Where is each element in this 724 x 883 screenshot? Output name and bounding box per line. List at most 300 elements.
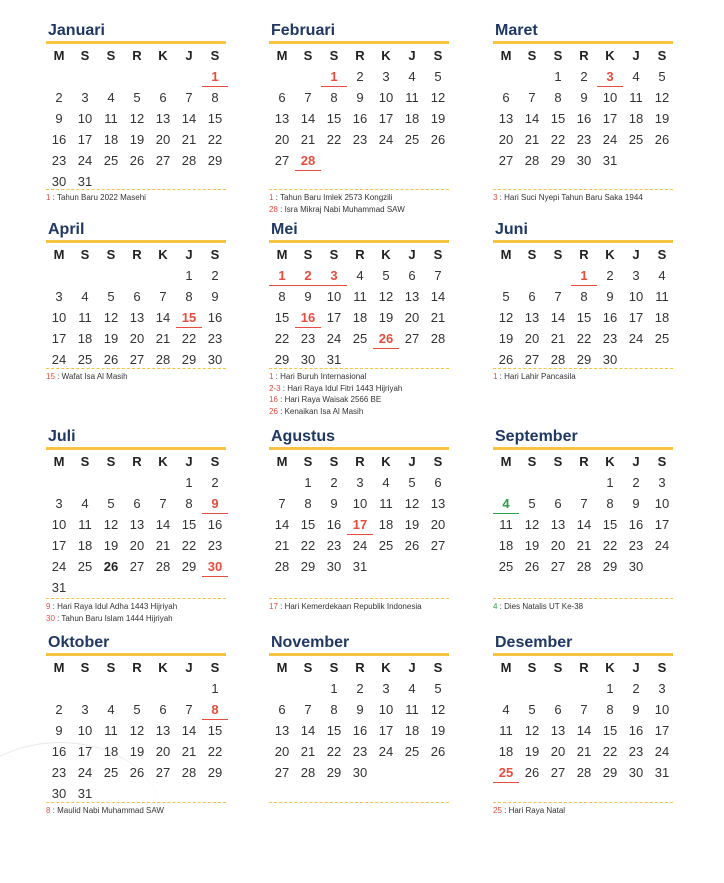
day-cell: 3 [55, 289, 63, 304]
day-cell: 22 [274, 331, 290, 346]
month-title: Januari [46, 20, 226, 44]
empty-cell [98, 577, 124, 598]
day-cell: 26 [524, 559, 540, 574]
day-cell: 23 [326, 538, 342, 553]
day-cell: 5 [107, 496, 115, 511]
day-cell: 2 [211, 475, 219, 490]
day-cell: 4 [81, 289, 89, 304]
weekday-label: S [210, 48, 220, 63]
day-cell: 1 [554, 69, 562, 84]
day-cell: 24 [602, 132, 618, 147]
weekday-label: K [605, 454, 615, 469]
weekday-label: M [500, 454, 512, 469]
weekday-label: S [80, 454, 90, 469]
holiday-note-text: : Hari Raya Waisak 2566 BE [277, 395, 382, 404]
day-cell: 13 [155, 723, 171, 738]
day-cell: 11 [499, 723, 513, 738]
weekday-label: S [80, 660, 90, 675]
weekday-label: S [106, 454, 116, 469]
holiday-note [269, 406, 449, 418]
day-cell: 12 [524, 517, 540, 532]
day-cell: 16 [602, 310, 618, 325]
day-cell: 9 [330, 496, 338, 511]
day-cell: 27 [404, 331, 420, 346]
holiday-note-text: : Maulid Nabi Muhammad SAW [50, 806, 164, 815]
day-cell: 3 [632, 268, 640, 283]
day-cell: 21 [274, 538, 290, 553]
week-row [269, 699, 449, 720]
day-cell: 7 [434, 268, 442, 283]
day-cell: 28 [274, 559, 290, 574]
day-cell: 3 [658, 681, 666, 696]
weekday-label: K [158, 660, 168, 675]
day-cell: 10 [628, 289, 644, 304]
day-cell: 13 [274, 723, 290, 738]
week-row [493, 472, 673, 493]
day-cell: 20 [430, 517, 446, 532]
day-cell: 6 [434, 475, 442, 490]
weekday-label: S [433, 454, 443, 469]
empty-cell [347, 349, 373, 370]
day-cell: 18 [352, 310, 368, 325]
day-cell: 18 [103, 744, 119, 759]
day-cell: 6 [278, 702, 286, 717]
day-cell: 25 [404, 744, 420, 759]
day-cell: 15 [207, 111, 223, 126]
holiday-notes [46, 368, 226, 383]
empty-cell [124, 678, 150, 699]
day-cell: 28 [576, 765, 592, 780]
day-cell: 11 [78, 310, 92, 325]
empty-cell [269, 66, 295, 87]
day-cell: 27 [155, 153, 171, 168]
day-cell: 20 [404, 310, 420, 325]
day-cell: 26 [129, 153, 145, 168]
weekday-label: S [527, 454, 537, 469]
day-cell: 1 [202, 66, 228, 87]
day-cell: 1 [330, 681, 338, 696]
day-cell: 29 [207, 153, 223, 168]
day-cell: 30 [602, 352, 618, 367]
week-row [493, 328, 673, 349]
week-row [46, 265, 226, 286]
day-cell: 13 [274, 111, 290, 126]
day-cell: 11 [405, 702, 419, 717]
empty-cell [347, 150, 373, 171]
day-cell: 20 [155, 132, 171, 147]
holiday-note-date: 9 [46, 602, 51, 611]
empty-cell [98, 472, 124, 493]
day-cell: 19 [129, 132, 145, 147]
day-cell: 17 [51, 331, 67, 346]
day-cell: 22 [300, 538, 316, 553]
day-cell: 13 [550, 517, 566, 532]
day-cell: 13 [129, 310, 145, 325]
holiday-note-date: 25 [493, 806, 502, 815]
weekday-header [269, 45, 449, 66]
day-cell: 8 [606, 496, 614, 511]
day-cell: 24 [51, 352, 67, 367]
weekday-label: R [355, 454, 365, 469]
holiday-note-text: : Wafat Isa Al Masih [54, 372, 128, 381]
day-cell: 12 [129, 111, 145, 126]
day-cell: 22 [576, 331, 592, 346]
day-cell: 18 [628, 111, 644, 126]
day-cell: 27 [550, 765, 566, 780]
day-cell: 6 [408, 268, 416, 283]
day-cell: 10 [77, 723, 93, 738]
week-row [269, 493, 449, 514]
week-row [493, 762, 673, 783]
weekday-label: S [329, 660, 339, 675]
day-cell: 6 [159, 702, 167, 717]
holiday-note-text: : Hari Kemerdekaan Republik Indonesia [277, 602, 422, 611]
week-row [269, 328, 449, 349]
holiday-notes [269, 368, 449, 417]
weekday-label: S [106, 48, 116, 63]
empty-cell [649, 349, 675, 370]
weekday-label: S [553, 454, 563, 469]
weekday-label: S [303, 247, 313, 262]
weekday-label: S [303, 660, 313, 675]
weekday-label: M [276, 48, 288, 63]
day-cell: 19 [498, 331, 514, 346]
day-cell: 20 [550, 538, 566, 553]
day-cell: 7 [159, 496, 167, 511]
week-row [493, 556, 673, 577]
day-cell: 5 [133, 90, 141, 105]
day-cell: 28 [300, 765, 316, 780]
month-agustus [269, 426, 449, 577]
day-cell: 25 [628, 132, 644, 147]
empty-cell [150, 66, 176, 87]
day-cell: 4 [107, 702, 115, 717]
month-title: November [269, 632, 449, 656]
weekday-label: M [500, 48, 512, 63]
day-cell: 2 [632, 681, 640, 696]
day-cell: 6 [133, 289, 141, 304]
day-cell: 15 [550, 111, 566, 126]
weekday-label: R [132, 247, 142, 262]
day-cell: 23 [300, 331, 316, 346]
day-cell: 5 [502, 289, 510, 304]
week-row [493, 720, 673, 741]
empty-cell [269, 678, 295, 699]
day-cell: 29 [207, 765, 223, 780]
weekday-label: S [329, 48, 339, 63]
weekday-label: S [553, 48, 563, 63]
weekday-label: J [632, 660, 640, 675]
day-cell: 17 [326, 310, 342, 325]
day-cell: 2 [606, 268, 614, 283]
day-cell: 3 [597, 66, 623, 87]
day-cell: 12 [524, 723, 540, 738]
day-cell: 12 [129, 723, 145, 738]
empty-cell [373, 349, 399, 370]
day-cell: 11 [353, 289, 367, 304]
day-cell: 25 [103, 765, 119, 780]
empty-cell [98, 783, 124, 804]
empty-cell [176, 678, 202, 699]
week-row [46, 783, 226, 804]
day-cell: 18 [77, 331, 93, 346]
day-cell: 1 [304, 475, 312, 490]
day-cell: 13 [524, 310, 540, 325]
week-row [46, 66, 226, 87]
weekday-label: K [605, 660, 615, 675]
empty-cell [98, 66, 124, 87]
day-cell: 15 [207, 723, 223, 738]
empty-cell [124, 472, 150, 493]
day-cell: 12 [654, 90, 670, 105]
month-januari [46, 20, 226, 192]
holiday-note [46, 192, 226, 204]
week-row [46, 87, 226, 108]
week-row [46, 493, 226, 514]
day-cell: 11 [629, 90, 643, 105]
day-cell: 14 [300, 723, 316, 738]
holiday-notes [493, 802, 673, 817]
day-cell: 17 [654, 723, 670, 738]
day-cell: 28 [155, 352, 171, 367]
day-cell: 27 [430, 538, 446, 553]
day-cell: 29 [326, 765, 342, 780]
day-cell: 20 [524, 331, 540, 346]
day-cell: 31 [326, 352, 342, 367]
holiday-notes [493, 368, 673, 383]
holiday-note [269, 601, 449, 613]
day-cell: 21 [524, 132, 540, 147]
weekday-label: J [185, 660, 193, 675]
day-cell: 13 [129, 517, 145, 532]
weekday-label: R [579, 48, 589, 63]
day-cell: 20 [129, 331, 145, 346]
empty-cell [202, 783, 228, 804]
holiday-note [493, 192, 673, 204]
day-cell: 28 [550, 352, 566, 367]
weekday-label: M [276, 247, 288, 262]
empty-cell [493, 66, 519, 87]
day-cell: 11 [499, 517, 513, 532]
week-row [46, 472, 226, 493]
week-row [46, 535, 226, 556]
empty-cell [399, 556, 425, 577]
empty-cell [202, 577, 228, 598]
day-cell: 15 [326, 111, 342, 126]
empty-cell [72, 577, 98, 598]
day-cell: 11 [104, 723, 118, 738]
week-row [46, 678, 226, 699]
day-cell: 25 [103, 153, 119, 168]
day-cell: 12 [404, 496, 420, 511]
day-cell: 4 [493, 493, 519, 514]
day-cell: 7 [304, 90, 312, 105]
month-title: April [46, 219, 226, 243]
day-cell: 13 [430, 496, 446, 511]
day-cell: 7 [185, 90, 193, 105]
day-cell: 14 [576, 517, 592, 532]
day-cell: 9 [211, 289, 219, 304]
day-cell: 17 [378, 723, 394, 738]
day-cell: 24 [352, 538, 368, 553]
day-cell: 14 [181, 111, 197, 126]
holiday-note-text: : Hari Raya Natal [501, 806, 566, 815]
empty-cell [98, 265, 124, 286]
empty-cell [519, 678, 545, 699]
day-cell: 28 [295, 150, 321, 171]
holiday-note-date: 1 [46, 193, 51, 202]
day-cell: 26 [103, 352, 119, 367]
day-cell: 12 [103, 310, 119, 325]
holiday-note [269, 192, 449, 204]
holiday-note [493, 805, 673, 817]
empty-cell [425, 556, 451, 577]
day-cell: 2 [632, 475, 640, 490]
month-title: Oktober [46, 632, 226, 656]
day-cell: 15 [181, 517, 197, 532]
day-cell: 12 [430, 702, 446, 717]
weekday-header [46, 45, 226, 66]
holiday-note-text: : Isra Mikraj Nabi Muhammad SAW [277, 204, 405, 214]
day-cell: 1 [571, 265, 597, 286]
day-cell: 23 [576, 132, 592, 147]
day-cell: 20 [550, 744, 566, 759]
day-cell: 15 [326, 723, 342, 738]
weekday-label: K [381, 454, 391, 469]
weekday-label: M [53, 247, 65, 262]
holiday-note-date: 1 [269, 193, 274, 202]
day-cell: 26 [129, 765, 145, 780]
day-cell: 11 [78, 517, 92, 532]
week-row [493, 699, 673, 720]
day-cell: 3 [356, 475, 364, 490]
empty-cell [46, 66, 72, 87]
day-cell: 17 [77, 744, 93, 759]
empty-cell [72, 678, 98, 699]
empty-cell [72, 472, 98, 493]
day-cell: 28 [524, 153, 540, 168]
day-cell: 8 [185, 289, 193, 304]
day-cell: 3 [382, 69, 390, 84]
day-cell: 10 [378, 702, 394, 717]
day-cell: 19 [129, 744, 145, 759]
weekday-label: M [276, 660, 288, 675]
day-cell: 27 [274, 765, 290, 780]
day-cell: 30 [576, 153, 592, 168]
day-cell: 26 [430, 744, 446, 759]
day-cell: 10 [51, 310, 67, 325]
day-cell: 5 [528, 702, 536, 717]
day-cell: 20 [498, 132, 514, 147]
day-cell: 18 [654, 310, 670, 325]
weekday-header [493, 244, 673, 265]
month-november [269, 632, 449, 783]
day-cell: 3 [55, 496, 63, 511]
day-cell: 6 [554, 702, 562, 717]
day-cell: 16 [326, 517, 342, 532]
day-cell: 19 [103, 331, 119, 346]
empty-cell [321, 150, 347, 171]
day-cell: 5 [408, 475, 416, 490]
week-row [46, 556, 226, 577]
empty-cell [399, 349, 425, 370]
day-cell: 13 [550, 723, 566, 738]
empty-cell [98, 678, 124, 699]
weekday-header [46, 244, 226, 265]
day-cell: 26 [430, 132, 446, 147]
day-cell: 20 [274, 132, 290, 147]
day-cell: 18 [404, 111, 420, 126]
week-row [269, 307, 449, 328]
day-cell: 24 [77, 765, 93, 780]
empty-cell [425, 762, 451, 783]
day-cell: 30 [202, 556, 228, 577]
day-cell: 12 [103, 517, 119, 532]
day-cell: 31 [77, 174, 93, 189]
holiday-note-date: 17 [269, 602, 278, 611]
week-row [46, 699, 226, 720]
empty-cell [399, 150, 425, 171]
holiday-note-date: 3 [493, 193, 498, 202]
holiday-note [46, 805, 226, 817]
weekday-label: S [303, 48, 313, 63]
empty-cell [46, 678, 72, 699]
weekday-label: S [433, 660, 443, 675]
empty-cell [176, 783, 202, 804]
day-cell: 13 [155, 111, 171, 126]
day-cell: 5 [107, 289, 115, 304]
day-cell: 8 [580, 289, 588, 304]
day-cell: 20 [129, 538, 145, 553]
weekday-label: S [80, 247, 90, 262]
day-cell: 12 [430, 90, 446, 105]
week-row [269, 286, 449, 307]
day-cell: 15 [176, 307, 202, 328]
empty-cell [623, 349, 649, 370]
day-cell: 21 [576, 538, 592, 553]
empty-cell [295, 678, 321, 699]
month-maret [493, 20, 673, 171]
empty-cell [545, 472, 571, 493]
day-cell: 18 [378, 517, 394, 532]
day-cell: 16 [628, 723, 644, 738]
day-cell: 14 [181, 723, 197, 738]
day-cell: 3 [321, 265, 347, 286]
weekday-label: S [433, 247, 443, 262]
weekday-label: S [329, 454, 339, 469]
empty-cell [269, 472, 295, 493]
day-cell: 16 [576, 111, 592, 126]
weekday-label: J [632, 48, 640, 63]
day-cell: 16 [352, 723, 368, 738]
weekday-label: M [53, 48, 65, 63]
day-cell: 25 [404, 132, 420, 147]
day-cell: 14 [274, 517, 290, 532]
weekday-label: M [500, 660, 512, 675]
day-cell: 22 [207, 744, 223, 759]
day-cell: 4 [408, 69, 416, 84]
day-cell: 25 [654, 331, 670, 346]
month-title: Desember [493, 632, 673, 656]
day-cell: 16 [295, 307, 321, 328]
day-cell: 9 [202, 493, 228, 514]
day-cell: 27 [129, 559, 145, 574]
day-cell: 29 [602, 765, 618, 780]
day-cell: 11 [655, 289, 669, 304]
day-cell: 18 [404, 723, 420, 738]
holiday-notes [493, 189, 673, 204]
weekday-label: J [185, 454, 193, 469]
